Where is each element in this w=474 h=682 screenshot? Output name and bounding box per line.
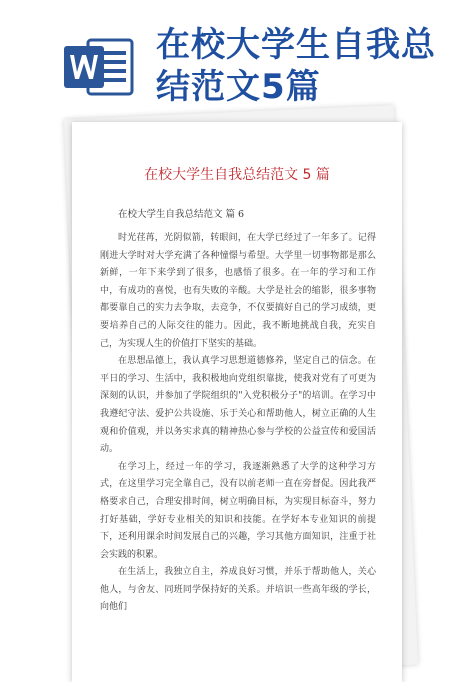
paragraph: 在学习上，经过一年的学习，我逐渐熟悉了大学的这种学习方式，在这里学习完全靠自己，没有以前老师一直在旁督促。因此我严格要求自己，合理安排时间，树立明确目标，为实现目标奋斗，努力打好基础，学好专业相关的知识和技能。在学好本专业知识的前提下，还利用课余时间发展自己的兴趣，学习其他方面知识，注重于社会实践的积累。 [100, 461, 376, 560]
header-banner [0, 0, 474, 128]
document-page [72, 122, 402, 682]
page-title: 在校大学生自我总结范文5篇 [156, 25, 436, 107]
paragraph: 在生活上，我独立自主，养成良好习惯，并乐于帮助他人，关心他人，与舍友、同班同学保持好的关系。并培识一些高年级的学长，向他们 [100, 567, 376, 613]
paragraph: 时光荏苒，光阴似箭，转眼间，在大学已经过了一年多了。记得刚进大学时对大学充满了各种憧憬与希望。大学里一切事物都是那么新鲜，一年下来学到了很多，也感悟了很多。在一年的学习和工作中，有成功的喜悦，也有失败的辛酸。大学是社会的缩影，很多事物都要靠自己的实力去争取，去竞争，不仅要搞好自己的学习成绩，更要培养自己的人际交往的能力。因此，我不断地挑战自我，充实自己，为实现人生的价值打下坚实的基础。 [100, 233, 376, 349]
document-subtitle: 在校大学生自我总结范文 篇 6 [118, 209, 245, 220]
document-body [100, 230, 376, 617]
word-icon [62, 34, 134, 100]
paragraph: 在思想品德上，我认真学习思想道德修养，坚定自己的信念。在平日的学习、生活中，我积极地向党组织靠拢，使我对党有了可更为深刻的认识，并参加了学院组织的"入党积极分子"的培训。在学习中我遵纪守法、爱护公共设施、乐于关心和帮助他人，树立正确的人生观和价值观，并以务实求真的精神热心参与学校的公益宣传和爱国活动。 [100, 356, 376, 455]
document-title: 在校大学生自我总结范文 5 篇 [144, 167, 330, 183]
